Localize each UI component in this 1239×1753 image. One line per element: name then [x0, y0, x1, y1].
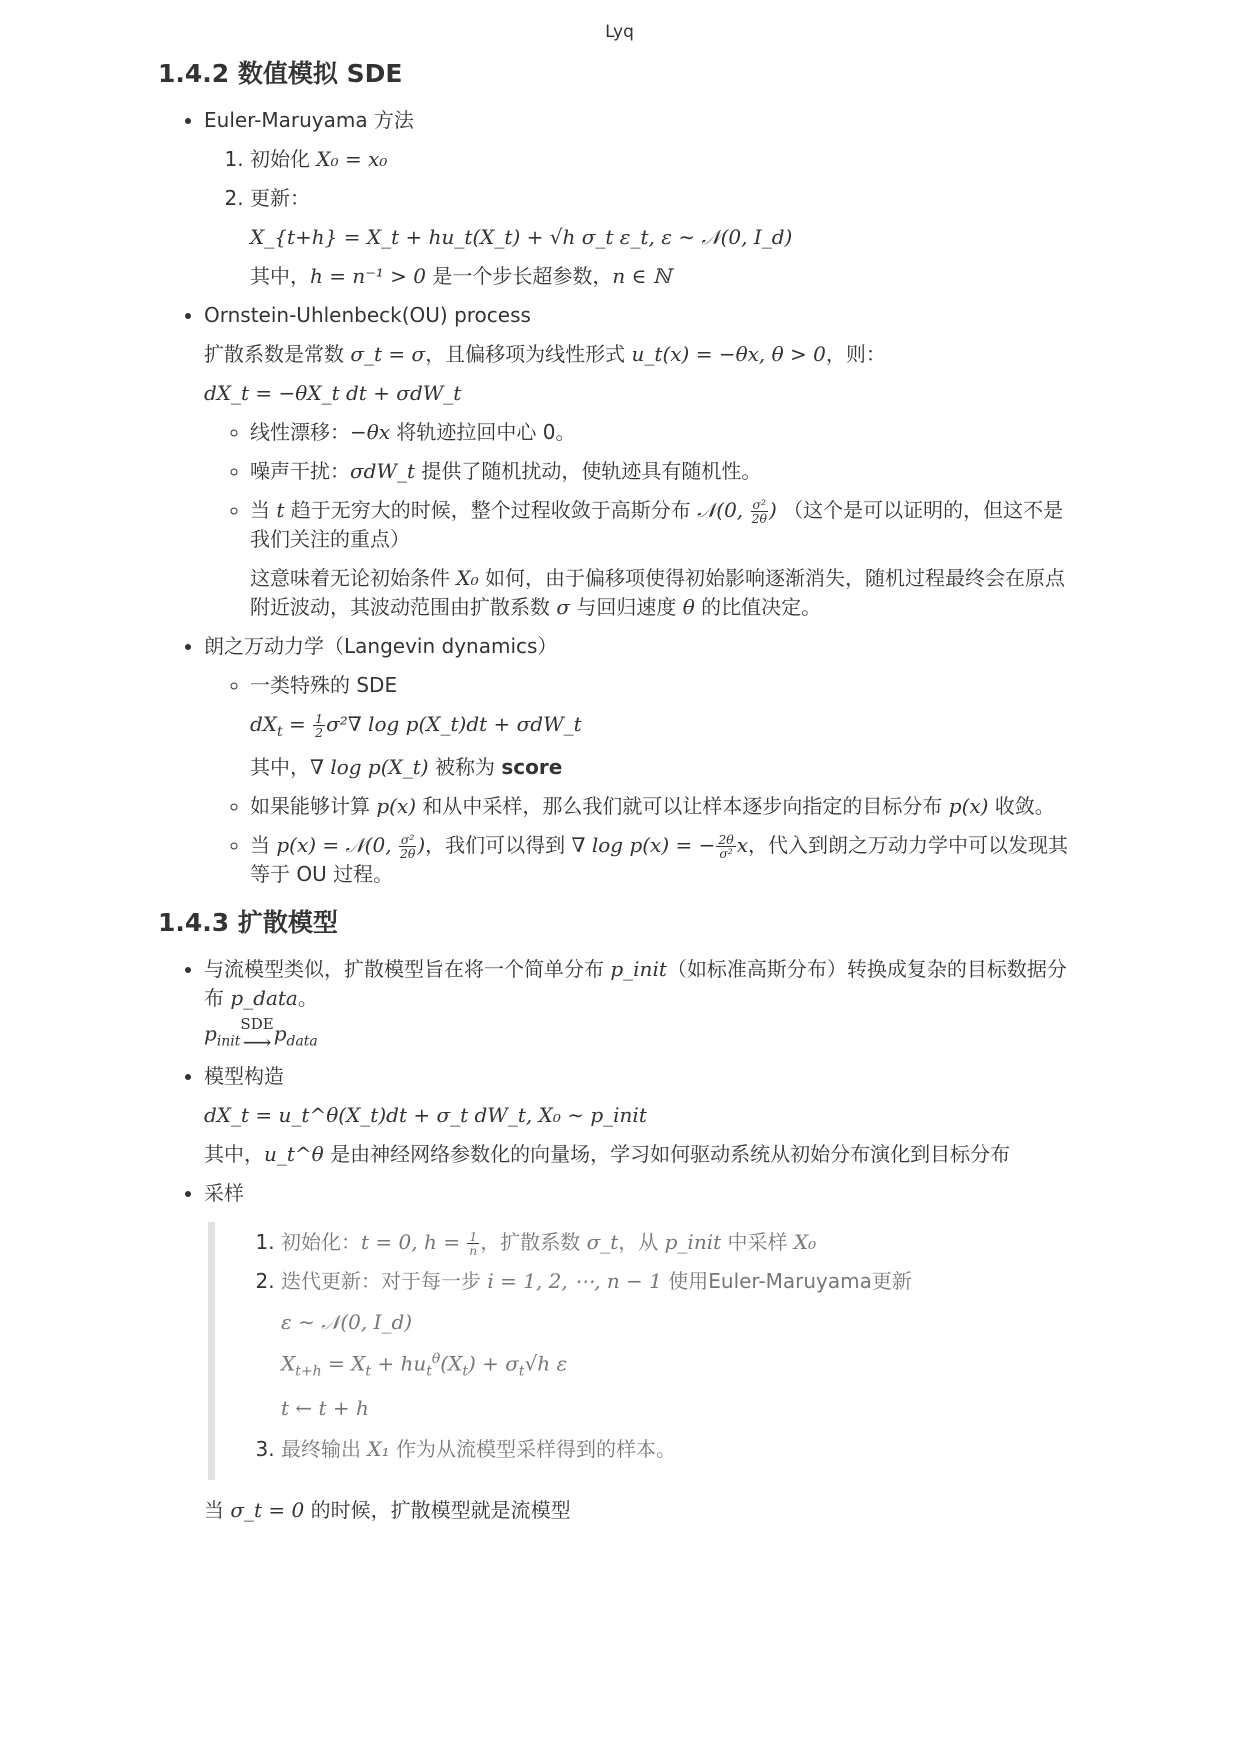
list-item-model-construction: • 模型构造 dX_t = u_t^θ(X_t)dt + σ_t dW_t, X₀ ∼ p_init 其中，u_t^θ 是由神经网络参数化的向量场，学习如何驱动系统从初始分布演化到目标分布: [204, 1062, 1078, 1169]
list-item-diffusion-intro: • 与流模型类似，扩散模型旨在将一个简单分布 p_init（如标准高斯分布）转换成复杂的目标数据分布 p_data。 $p_{init}$ SDE ⟶ $p_{data}$: [204, 955, 1078, 1052]
euler-maruyama-steps: [204, 145, 1078, 291]
sampling-step-iterate: 2. 迭代更新：对于每一步 i = 1, 2, ⋯, n − 1 使用Euler-Maruyama更新 ε ∼ 𝒩(0, I_d) $X_{t+h} = X_t + hu_t^\theta(X_t) + \sigma_t√h$ ε t ← t + h: [281, 1267, 1078, 1423]
sampling-steps: [225, 1228, 1078, 1464]
langevin-title: 朗之万动力学（Langevin dynamics）: [204, 634, 558, 659]
langevin-equation: $dX_t$ = $\frac{1}{2}$ σ²∇ log p(X_t)dt + σdW_t: [250, 711, 582, 741]
langevin-sublist: [204, 671, 1078, 888]
euler-update-equation: $X_{t+h} = X_t + hu_t^\theta(X_t) + \sigma_t√h$ ε: [281, 1350, 568, 1380]
update-equation: X_{t+h} = X_t + hu_t(X_t) + √h σ_t ε_t, ε ∼ 𝒩(0, I_d): [250, 225, 793, 250]
langevin-special-sde: ◦ 一类特殊的 SDE $dX_t$ = $\frac{1}{2}$ σ²∇ log p(X_t)dt + σdW_t 其中，∇ log p(X_t) 被称为 score: [250, 671, 1078, 781]
ou-explanation: 这意味着无论初始条件 X₀ 如何，由于偏移项使得初始影响逐渐消失，随机过程最终会在原点附近波动，其波动范围由扩散系数 σ 与回归速度 θ 的比值决定。: [250, 566, 1065, 620]
list-item-sampling: • 采样 1. 初始化：t = 0, h = $\frac{1}{n}$ ，扩散系数 σ_t，从 p_init 中采样 X₀ 2. 迭代更新：对于每一步 i = 1, 2, ⋯, n − 1 使用Euler-Maruyama更新 ε ∼ 𝒩(0, I_d) $X_{t+h} = X_t + hu_t^\theta(X_t) + \sigma_t√h$ ε t ← t + h 3. 最终输出 X₁ 作为从流模型采样得到的样本。 当 σ_t = 0 的时候，扩散模型就是流模型: [204, 1179, 1078, 1525]
section-title-1-4-2: 1.4.2 数值模拟 SDE: [158, 59, 403, 88]
sde-mapping: $p_{init}$ SDE ⟶ $p_{data}$: [204, 1014, 318, 1054]
ou-convergence: ◦ 当 t 趋于无穷大的时候，整个过程收敛于高斯分布 𝒩(0, $\frac{\text{σ²}}{2\theta}$ ) （这个是可以证明的，但这不是我们关注的重点） 这意味着无论初始条件 X₀ 如何，由于偏移项使得初始影响逐渐消失，随机过程最终会在原点附近波动，其波动范围由扩散系数 σ 与回归速度 θ 的比值决定。: [250, 496, 1078, 622]
step-update: [250, 184, 1078, 291]
time-update-equation: t ← t + h: [281, 1395, 369, 1420]
step-size-note: 其中，h = n⁻¹ > 0 是一个步长超参数，n ∈ ℕ: [250, 264, 672, 289]
sampling-step-init: 1. 初始化：t = 0, h = $\frac{1}{n}$ ，扩散系数 σ_t，从 p_init 中采样 X₀: [281, 1228, 1078, 1257]
step-init: [250, 145, 1078, 174]
document-body: [158, 56, 1078, 1535]
page-header-author: Lyq: [605, 22, 634, 42]
step-init-math: X₀ = x₀: [316, 147, 388, 172]
step-init-label: 初始化: [250, 147, 317, 172]
ou-noise: ◦ 噪声干扰：σdW_t 提供了随机扰动，使轨迹具有随机性。: [250, 457, 1078, 486]
sampling-blockquote: [208, 1222, 1078, 1480]
langevin-score-note: 其中，∇ log p(X_t) 被称为 score: [250, 754, 563, 779]
ou-description: 扩散系数是常数 σ_t = σ，且偏移项为线性形式 u_t(x) = −θx, θ > 0，则：: [204, 342, 886, 367]
sampling-step-output: 3. 最终输出 X₁ 作为从流模型采样得到的样本。: [281, 1435, 1078, 1464]
langevin-sampling-note: ◦ 如果能够计算 p(x) 和从中采样，那么我们就可以让样本逐步向指定的目标分布 p(x) 收敛。: [250, 792, 1078, 821]
model-equation: dX_t = u_t^θ(X_t)dt + σ_t dW_t, X₀ ∼ p_init: [204, 1102, 647, 1127]
list-item-euler-maruyama: [204, 106, 1078, 291]
section-list-1-4-3: [158, 955, 1078, 1525]
langevin-ou-equivalence: ◦ 当 p(x) = 𝒩(0, $\frac{\text{σ²}}{2\theta}$ )，我们可以得到 ∇ log p(x) = − $\frac{2\theta}{\text{σ²}}$ x，代入到朗之万动力学中可以发现其等于 OU 过程。: [250, 831, 1078, 889]
model-where-note: 其中，u_t^θ 是由神经网络参数化的向量场，学习如何驱动系统从初始分布演化到目标分布: [204, 1141, 1011, 1166]
ou-linear-drift: ◦ 线性漂移：−θx 将轨迹拉回中心 0。: [250, 418, 1078, 447]
flow-model-equivalence: 当 σ_t = 0 的时候，扩散模型就是流模型: [204, 1497, 571, 1522]
euler-maruyama-title: Euler-Maruyama 方法: [204, 108, 414, 133]
ou-equation: dX_t = −θX_t dt + σdW_t: [204, 381, 462, 406]
section-title-1-4-3: 1.4.3 扩散模型: [158, 907, 338, 937]
step-update-label: 更新：: [250, 186, 310, 211]
section-list-1-4-2: [158, 106, 1078, 888]
list-item-ou-process: [204, 301, 1078, 622]
sde-arrow: SDE ⟶: [240, 1014, 274, 1054]
list-item-langevin: [204, 632, 1078, 888]
ou-sublist: [204, 418, 1078, 622]
noise-sample-equation: ε ∼ 𝒩(0, I_d): [281, 1309, 413, 1334]
ou-title: Ornstein-Uhlenbeck(OU) process: [204, 303, 531, 328]
